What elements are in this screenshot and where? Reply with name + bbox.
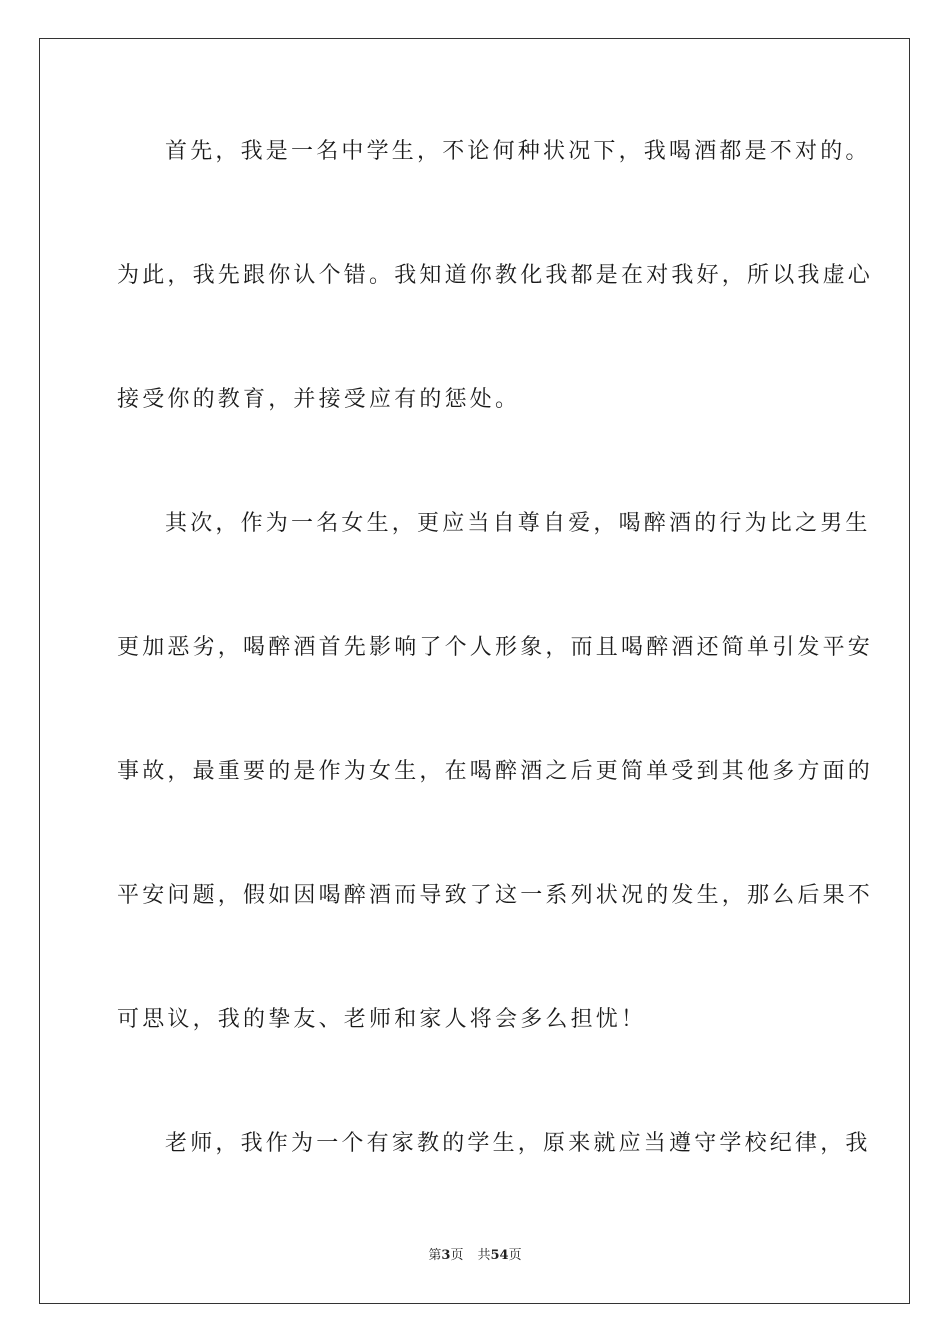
page-footer — [0, 1247, 950, 1265]
page-border — [39, 38, 910, 1304]
text-line-3: 接受你的教育，并接受应有的惩处。 — [117, 387, 521, 412]
text-line-4: 其次，作为一名女生，更应当自尊自爱，喝醉酒的行为比之男生 — [165, 511, 871, 536]
total-prefix: 共 — [477, 1248, 491, 1263]
page-prefix: 第 — [428, 1248, 442, 1263]
total-pages: 54 — [490, 1248, 509, 1263]
text-line-7: 平安问题，假如因喝醉酒而导致了这一系列状况的发生，那么后果不 — [117, 883, 874, 908]
text-line-8: 可思议，我的挚友、老师和家人将会多么担忧！ — [117, 1007, 647, 1032]
text-line-5: 更加恶劣，喝醉酒首先影响了个人形象，而且喝醉酒还简单引发平安 — [117, 635, 874, 660]
text-line-6: 事故，最重要的是作为女生，在喝醉酒之后更简单受到其他多方面的 — [117, 759, 874, 784]
text-line-2: 为此，我先跟你认个错。我知道你教化我都是在对我好，所以我虚心 — [117, 263, 874, 288]
total-suffix: 页 — [508, 1248, 522, 1263]
page-suffix: 页 — [450, 1248, 464, 1263]
page-number: 3 — [441, 1248, 451, 1263]
text-line-1: 首先，我是一名中学生，不论何种状况下，我喝酒都是不对的。 — [165, 139, 871, 164]
text-line-9: 老师，我作为一个有家教的学生，原来就应当遵守学校纪律，我 — [165, 1131, 871, 1156]
